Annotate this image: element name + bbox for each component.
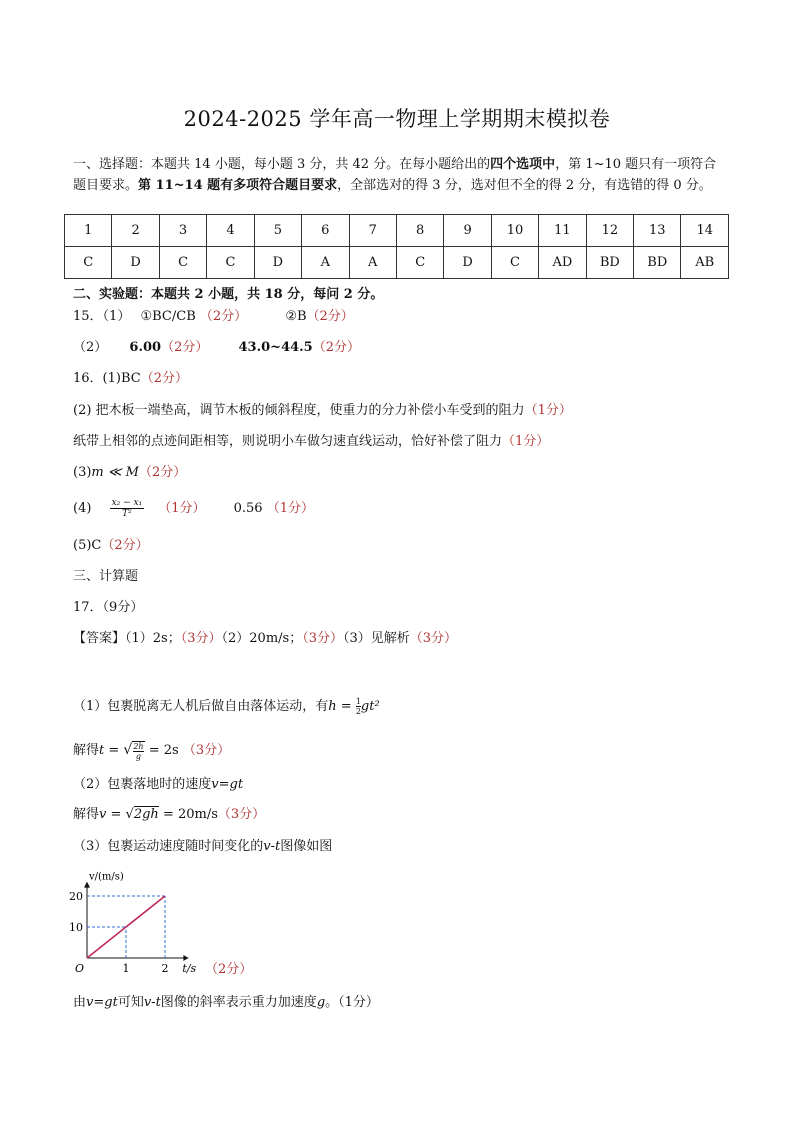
q17-eq3-left: v = (99, 807, 122, 822)
section1-desc-3: ，全部选对的得 3 分，选对但不全的得 2 分，有选错的得 0 分。 (337, 178, 712, 193)
q16-label-5: (4) (73, 501, 92, 516)
answer-table-number-row (65, 215, 729, 247)
answer-table-number-cell: 10 (491, 215, 538, 247)
q16-line3 (73, 432, 549, 452)
answer-table-number-cell: 3 (159, 215, 206, 247)
answer-table-answer-cell: D (444, 247, 491, 279)
q17-eq1-den: 2 (355, 707, 361, 716)
answer-table-answer-cell: A (302, 247, 349, 279)
answer-table-answer-cell: AB (681, 247, 729, 279)
sqrt-icon: √ (125, 807, 134, 822)
q16-fraction-denominator: T² (122, 509, 132, 519)
q17-part2 (73, 775, 243, 795)
answer-table-answer-cell: A (349, 247, 396, 279)
q17-conclusion-c: 图像的斜率表示重力加速度 (160, 995, 317, 1010)
q17-graph-score: （2分） (205, 962, 253, 977)
q17-score-1: （3分） (180, 631, 222, 646)
q16-score-7: （2分） (101, 538, 149, 553)
y-tick-label: 20 (69, 890, 83, 903)
answer-table-number-cell: 1 (65, 215, 112, 247)
answer-table-number-cell: 5 (254, 215, 301, 247)
q16-value-5: 0.56 (233, 501, 263, 516)
answer-table-answer-cell: BD (586, 247, 633, 279)
q16-line6 (73, 536, 149, 556)
q16-score-4: （2分） (138, 465, 187, 480)
answer-table-number-cell: 8 (396, 215, 443, 247)
section3-heading: 三、计算题 (73, 569, 139, 584)
q17-solve-score-2: （3分） (217, 807, 266, 822)
answer-table-number-cell: 7 (349, 215, 396, 247)
q16-line1 (73, 369, 188, 389)
q17-part2-eq: v=gt (211, 777, 244, 792)
q16-label-4: (3) (73, 465, 92, 480)
q17-eq3-radicand: 2gh (133, 807, 159, 822)
q17-part3-text-b: 图像如图 (280, 839, 333, 854)
q15-answer-1: ①BC/CB (140, 309, 196, 324)
q16-score-5: （1分） (158, 501, 206, 516)
q17-part1-text: （1）包裹脱离无人机后做自由落体运动，有 (73, 699, 329, 714)
q16-line2 (73, 401, 572, 421)
answer-table-number-cell: 13 (634, 215, 681, 247)
answer-table-answer-cell: C (159, 247, 206, 279)
q17-solve-label-1: 解得 (73, 743, 100, 758)
answer-table-number-cell: 6 (302, 215, 349, 247)
q17-eq3-right: = 20m/s (162, 807, 218, 822)
q17-part1-solution (73, 738, 230, 763)
q17-part3-text-a: （3）包裹运动速度随时间变化的 (73, 839, 264, 854)
q17-conclusion-b: 可知 (117, 995, 144, 1010)
q17-answer-2: （2）20m/s； (221, 631, 303, 646)
answer-table-number-cell: 14 (681, 215, 729, 247)
answer-table-number-cell: 11 (539, 215, 586, 247)
y-axis-label: v/(m/s) (89, 871, 124, 883)
q17-eq1-left: h = (328, 699, 352, 714)
section1-bold-2: 第 11~14 题有多项符合题目要求 (138, 178, 338, 193)
answer-table-answer-cell: D (112, 247, 159, 279)
q17-part3-vt: v-t (263, 839, 281, 854)
section1-bold-1: 四个选项中 (490, 157, 556, 172)
q17-label: 17．（9分） (73, 600, 144, 615)
q17-conclusion-g: g (316, 995, 326, 1010)
q17-part1 (73, 695, 380, 719)
q17-answer-1: （1）2s； (125, 631, 181, 646)
q17-eq2-num: 2h (133, 741, 144, 751)
q17-eq1-num: 1 (355, 697, 361, 706)
answer-table-number-cell: 12 (586, 215, 633, 247)
q16-score-1: （2分） (140, 371, 188, 386)
q16-fraction-numerator: x₂ − x₁ (111, 498, 143, 508)
q15-score-1: （2分） (199, 309, 248, 324)
q15-label-2: （2） (73, 340, 108, 355)
q15-score-3: （2分） (161, 340, 209, 355)
answer-table-number-cell: 4 (207, 215, 254, 247)
x-axis-arrow-icon (183, 955, 188, 961)
section1-description (73, 154, 729, 196)
section2-heading: 二、实验题：本题共 2 小题，共 18 分，每问 2 分。 (73, 287, 384, 302)
q15-label: 15．（1） (73, 309, 131, 324)
x-axis-label: t/s (182, 962, 197, 975)
q16-line4 (73, 463, 186, 483)
q16-line5 (73, 496, 314, 522)
q17-eq2-left: t = (99, 743, 120, 758)
section1-head: 一、选择题： (73, 157, 152, 172)
answer-table-answer-cell: D (254, 247, 301, 279)
y-tick-label: 10 (69, 921, 83, 934)
q15-score-2: （2分） (306, 309, 354, 324)
q16-answer-6: (5)C (73, 538, 102, 553)
q15-line2 (73, 338, 360, 358)
q17-solve-score-1: （3分） (182, 743, 231, 758)
section1-desc-2: ，第 1~10 题只有一项符合题目要求。 (73, 157, 717, 193)
q15-answer-2: ②B (285, 309, 307, 324)
answer-table-answer-cell: C (207, 247, 254, 279)
q15-value-2: 43.0~44.5 (238, 340, 313, 355)
answer-table (64, 214, 729, 279)
q17-part2-solution (73, 805, 265, 825)
answer-table-number-cell: 9 (444, 215, 491, 247)
q17-solve-label-2: 解得 (73, 807, 100, 822)
q17-eq2-fraction (132, 741, 144, 761)
x-tick-label: 1 (122, 962, 130, 975)
q17-eq2-den: g (135, 751, 142, 761)
q17-conclusion (73, 993, 379, 1013)
q16-text-2: (2) 把木板一端垫高，调节木板的倾斜程度，使重力的分力补偿小车受到的阻力 (73, 403, 525, 418)
q17-conclusion-d: 。（1分） (325, 995, 379, 1010)
q17-eq1-right: gt² (360, 699, 380, 714)
section1-desc-1: 本题共 14 小题，每小题 3 分，共 42 分。在每小题给出的 (151, 157, 491, 172)
q16-text-3: 纸带上相邻的点迹间距相等，则说明小车做匀速直线运动，恰好补偿了阻力 (73, 434, 503, 449)
q17-eq2-right: = 2s (148, 743, 179, 758)
q17-score-3: （3分） (409, 631, 458, 646)
x-tick-label: 2 (161, 962, 169, 975)
answer-table-answer-cell: BD (634, 247, 681, 279)
q17-answer-3: （3）见解析 (343, 631, 410, 646)
q16-fraction (110, 498, 145, 519)
answer-table-answer-row (65, 247, 729, 279)
q17-conclusion-vt: v-t (143, 995, 161, 1010)
q17-score-2: （3分） (302, 631, 343, 646)
q17-part3 (73, 837, 332, 857)
q16-score-3: （1分） (502, 434, 550, 449)
q15-score-4: （2分） (312, 340, 361, 355)
q16-inequality: m ≪ M (91, 465, 139, 480)
q17-answer-head: 【答案】 (73, 631, 126, 646)
q17-conclusion-a: 由 (73, 995, 87, 1010)
origin-label: O (75, 962, 85, 975)
answer-table-answer-cell: AD (539, 247, 586, 279)
q16-score-6: （1分） (266, 501, 314, 516)
page-title: 2024-2025 学年高一物理上学期期末模拟卷 (183, 107, 611, 131)
q15-line1 (73, 307, 354, 327)
answer-table-answer-cell: C (65, 247, 112, 279)
answer-table-number-cell: 2 (112, 215, 159, 247)
q15-value-1: 6.00 (129, 340, 162, 355)
q16-answer-1: 16．(1)BC (73, 371, 141, 386)
q17-conclusion-eq: v=gt (86, 995, 118, 1010)
answer-table-answer-cell: C (396, 247, 443, 279)
q17-answer-line (73, 629, 457, 649)
q17-part2-text: （2）包裹落地时的速度 (73, 777, 212, 792)
q16-score-2: （1分） (524, 403, 572, 418)
sqrt-icon: √ (123, 742, 133, 758)
answer-table-answer-cell: C (491, 247, 538, 279)
